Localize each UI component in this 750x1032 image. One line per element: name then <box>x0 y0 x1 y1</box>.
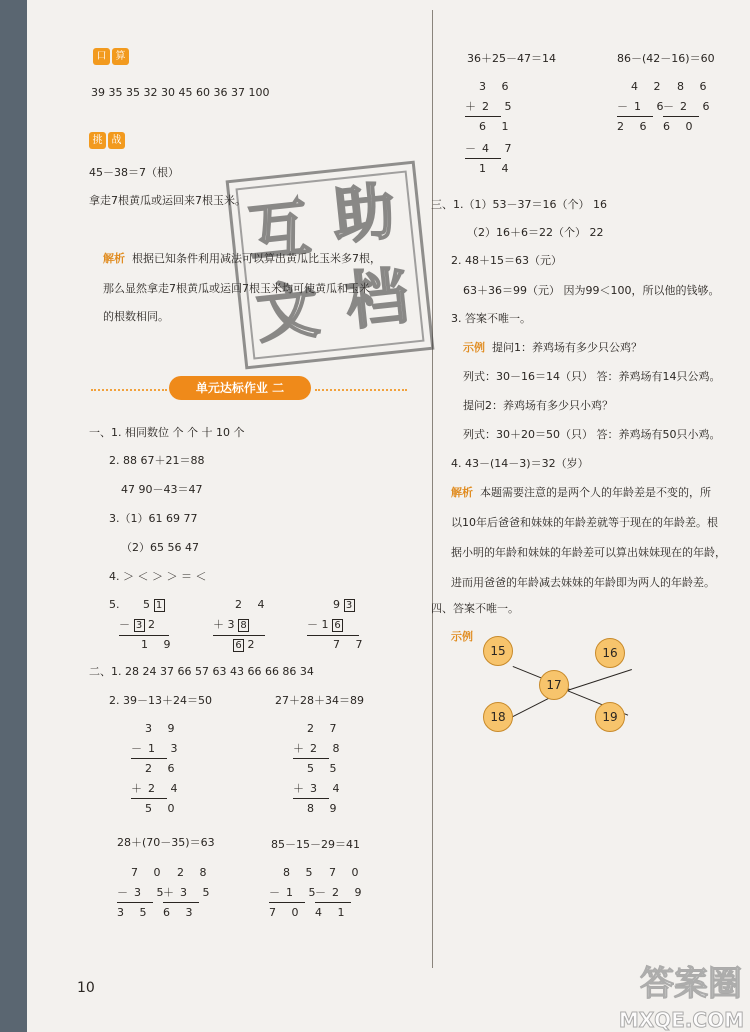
section1-q3b: （2）65 56 47 <box>121 541 199 554</box>
banner-rule-right <box>315 389 407 391</box>
calcF1-row3: 2 6 <box>617 120 653 133</box>
vertical1-mid: － 3 2 <box>119 618 155 631</box>
example-label-2: 示例 <box>451 630 473 643</box>
section3-q2a: 2. 48＋15＝63（元） <box>451 254 562 267</box>
calcE-row5: 1 4 <box>479 162 515 175</box>
equation-4: 85－15－29＝41 <box>271 838 360 851</box>
calcC2-row1: 2 8 <box>177 866 213 879</box>
calcA-row4: ＋2 4 <box>131 782 184 795</box>
equation-3: 28＋(70－35)＝63 <box>117 836 215 849</box>
example-a1: 列式：30－16＝14（只） 答：养鸡场有14只公鸡。 <box>463 370 721 383</box>
section3-q4: 4. 43－(14－3)＝32（岁） <box>451 457 589 470</box>
calcA-row3: 2 6 <box>145 762 181 775</box>
calcA-row2: －1 3 <box>131 742 184 755</box>
unit-banner: 单元达标作业 二 <box>169 376 311 400</box>
tiaozhan-line-2: 拿走7根黄瓜或运回来7根玉米。 <box>89 194 246 207</box>
calcE-row4: －4 7 <box>465 142 518 155</box>
calcA-rule2 <box>131 798 167 799</box>
analysis-line-2: 那么显然拿走7根黄瓜或运回7根玉米均可使黄瓜和玉米 <box>103 282 370 295</box>
section3-q2b: 63＋36＝99（元） 因为99＜100，所以他的钱够。 <box>463 284 720 297</box>
vertical1-rule <box>119 635 169 636</box>
calcC2-row3: 6 3 <box>163 906 199 919</box>
calcA-row1: 3 9 <box>145 722 181 735</box>
watermark-stamp: 互 助 文 档 <box>226 161 435 370</box>
circle-17: 17 <box>539 670 569 700</box>
section2-q1: 二、1. 28 24 37 66 57 63 43 66 66 86 34 <box>89 665 314 678</box>
analysis-line-1: 解析 根据已知条件利用减法可以算出黄瓜比玉米多7根， <box>103 252 381 265</box>
calcD1-row1: 8 5 <box>283 866 319 879</box>
right-equation-2: 86－(42－16)＝60 <box>617 52 715 65</box>
calcF1-rule <box>617 116 653 117</box>
section1-q3a: 3.（1）61 69 77 <box>109 512 198 525</box>
calcD1-rule <box>269 902 305 903</box>
example-q1: 示例 提问1：养鸡场有多少只公鸡？ <box>463 341 642 354</box>
analysis-r4: 进而用爸爸的年龄减去妹妹的年龄即为两人的年龄差。 <box>451 576 715 589</box>
page-number: 10 <box>77 980 95 996</box>
calcE-rule1 <box>465 116 501 117</box>
workbook-page <box>27 0 750 1032</box>
calcB-row1: 2 7 <box>307 722 343 735</box>
circle-15: 15 <box>483 636 513 666</box>
analysis-r3: 据小明的年龄和妹妹的年龄差可以算出妹妹现在的年龄， <box>451 546 726 559</box>
calcB-row4: ＋3 4 <box>293 782 346 795</box>
section3-q1a: 三、1.（1）53－37＝16（个） 16 <box>431 198 607 211</box>
analysis-r2: 以10年后爸爸和妹妹的年龄差就等于现在的年龄差。根 <box>451 516 718 529</box>
calcB-rule2 <box>293 798 329 799</box>
calcE-row2: ＋2 5 <box>465 100 518 113</box>
vertical1-top: 5 1 <box>143 598 165 612</box>
calcD2-row3: 4 1 <box>315 906 351 919</box>
calcA-rule1 <box>131 758 167 759</box>
calcB-rule1 <box>293 758 329 759</box>
column-divider <box>432 10 433 968</box>
calcE-rule2 <box>465 158 501 159</box>
answer-box[interactable]: 8 <box>238 619 249 632</box>
banner-rule-left <box>91 389 167 391</box>
calcF2-row2: －2 6 <box>663 100 716 113</box>
answer-box[interactable]: 6 <box>233 639 244 652</box>
circle-18: 18 <box>483 702 513 732</box>
section1-q2b: 47 90－43＝47 <box>121 483 203 496</box>
corner-watermark-url: MXQE.COM <box>618 1008 744 1032</box>
section4: 四、答案不唯一。 <box>431 602 519 615</box>
calcA-row5: 5 0 <box>145 802 181 815</box>
example-q2: 提问2：养鸡场有多少只小鸡？ <box>463 399 613 412</box>
calcF2-row1: 8 6 <box>677 80 713 93</box>
vertical3-mid: － 1 6 <box>307 618 343 632</box>
calcD2-row2: －2 9 <box>315 886 368 899</box>
kousuan-badge-2: 算 <box>112 48 129 65</box>
vertical3-rule <box>307 635 359 636</box>
kousuan-answers: 39 35 35 32 30 45 60 36 37 100 <box>91 86 270 99</box>
calcF1-row2: －1 6 <box>617 100 670 113</box>
analysis-r1: 解析 本题需要注意的是两个人的年龄差是不变的，所 <box>451 486 711 499</box>
section3-q1b: （2）16＋6＝22（个） 22 <box>467 226 604 239</box>
calcD1-row3: 7 0 <box>269 906 305 919</box>
example-label: 示例 <box>463 341 485 354</box>
circle-19: 19 <box>595 702 625 732</box>
calcC2-row2: ＋3 5 <box>163 886 216 899</box>
circle-16: 16 <box>595 638 625 668</box>
answer-box[interactable]: 1 <box>154 599 165 612</box>
analysis-label-right: 解析 <box>451 486 473 499</box>
tiaozhan-badge-2: 战 <box>108 132 125 149</box>
calcE-row1: 3 6 <box>479 80 515 93</box>
calcB-row3: 5 5 <box>307 762 343 775</box>
calcD2-rule <box>315 902 351 903</box>
connector-17-16 <box>567 669 632 691</box>
section1-q2a: 2. 88 67＋21＝88 <box>109 454 205 467</box>
tiaozhan-badge-1: 挑 <box>89 132 106 149</box>
kousuan-badge-1: 口 <box>93 48 110 65</box>
example-a2: 列式：30＋20＝50（只） 答：养鸡场有50只小鸡。 <box>463 428 721 441</box>
calcF2-rule <box>663 116 699 117</box>
vertical2-mid: ＋ 3 8 <box>213 618 249 632</box>
answer-box[interactable]: 3 <box>134 619 145 632</box>
right-equation-1: 36＋25－47＝14 <box>467 52 556 65</box>
calcF2-row3: 6 0 <box>663 120 699 133</box>
calcC1-rule <box>117 902 153 903</box>
calcB-row5: 8 9 <box>307 802 343 815</box>
calcF1-row1: 4 2 <box>631 80 667 93</box>
calcE-row3: 6 1 <box>479 120 515 133</box>
calcD1-row2: －1 5 <box>269 886 322 899</box>
section3-q3: 3. 答案不唯一。 <box>451 312 531 325</box>
analysis-line-3: 的根数相同。 <box>103 310 169 323</box>
vertical2-result: 6 2 <box>233 638 255 652</box>
section2-q2b: 27＋28＋34＝89 <box>275 694 364 707</box>
vertical3-result: 7 7 <box>333 638 369 651</box>
calcC1-row1: 7 0 <box>131 866 167 879</box>
calcD2-row1: 7 0 <box>329 866 365 879</box>
vertical1-result: 1 9 <box>141 638 177 651</box>
calcC1-row3: 3 5 <box>117 906 153 919</box>
calcC1-row2: －3 5 <box>117 886 170 899</box>
tiaozhan-line-1: 45－38＝7（根） <box>89 166 179 179</box>
section2-q2a: 2. 39－13＋24＝50 <box>109 694 212 707</box>
answer-box[interactable]: 6 <box>332 619 343 632</box>
section1-q4: 4. ＞ ＜ ＞ ＞ ＝ ＜ <box>109 570 207 583</box>
vertical3-top: 9 3 <box>333 598 355 612</box>
answer-box[interactable]: 3 <box>344 599 355 612</box>
calcB-row2: ＋2 8 <box>293 742 346 755</box>
vertical2-rule <box>213 635 265 636</box>
section1-q1: 一、1. 相同数位 个 个 十 10 个 <box>89 426 245 439</box>
vertical2-top: 2 4 <box>235 598 271 611</box>
section1-q5-label: 5. <box>109 598 120 611</box>
corner-watermark: 答案圈 <box>640 964 742 1004</box>
calcC2-rule <box>163 902 199 903</box>
analysis-label: 解析 <box>103 252 125 265</box>
